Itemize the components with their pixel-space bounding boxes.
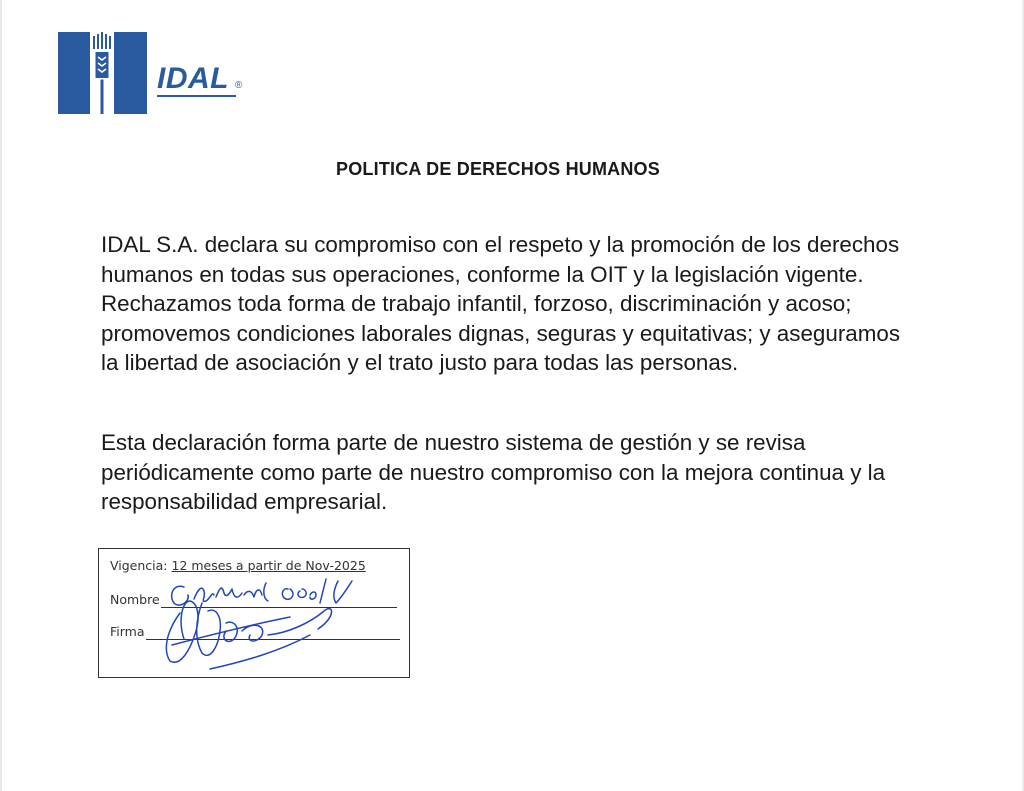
nombre-line [161,592,397,608]
policy-paragraph-1: IDAL S.A. declara su compromiso con el respeto y la promoción de los derechos humanos en todas sus operaciones, conforme la OIT y la legislación vigente. Rechazamos toda forma de trabajo infantil, forzoso, discriminación y acoso; promovemos condiciones laborales dignas, seguras y equitativas; y aseguramos la libertad de asociación y el trato justo para todas las personas. [101,232,901,375]
vigencia-row [110,558,366,573]
logo-underline [157,95,236,97]
firma-label: Firma [110,624,145,639]
vigencia-value: 12 meses a partir de Nov-2025 [171,558,366,573]
firma-line [146,624,400,640]
scan-edge-left [0,0,2,791]
firma-row [110,624,400,640]
document-title: POLITICA DE DERECHOS HUMANOS [336,159,660,179]
policy-paragraph-2: Esta declaración forma parte de nuestro sistema de gestión y se revisa periódicamente como parte de nuestro compromiso con la mejora continua y la responsabilidad empresarial. [101,430,886,514]
nombre-row [110,592,397,608]
nombre-label: Nombre [110,592,160,607]
vigencia-label: Vigencia: [110,558,172,573]
logo-brand-text: IDAL [157,62,229,95]
signature-box [98,548,410,678]
registered-mark: ® [235,80,243,91]
idal-logo [56,32,256,116]
